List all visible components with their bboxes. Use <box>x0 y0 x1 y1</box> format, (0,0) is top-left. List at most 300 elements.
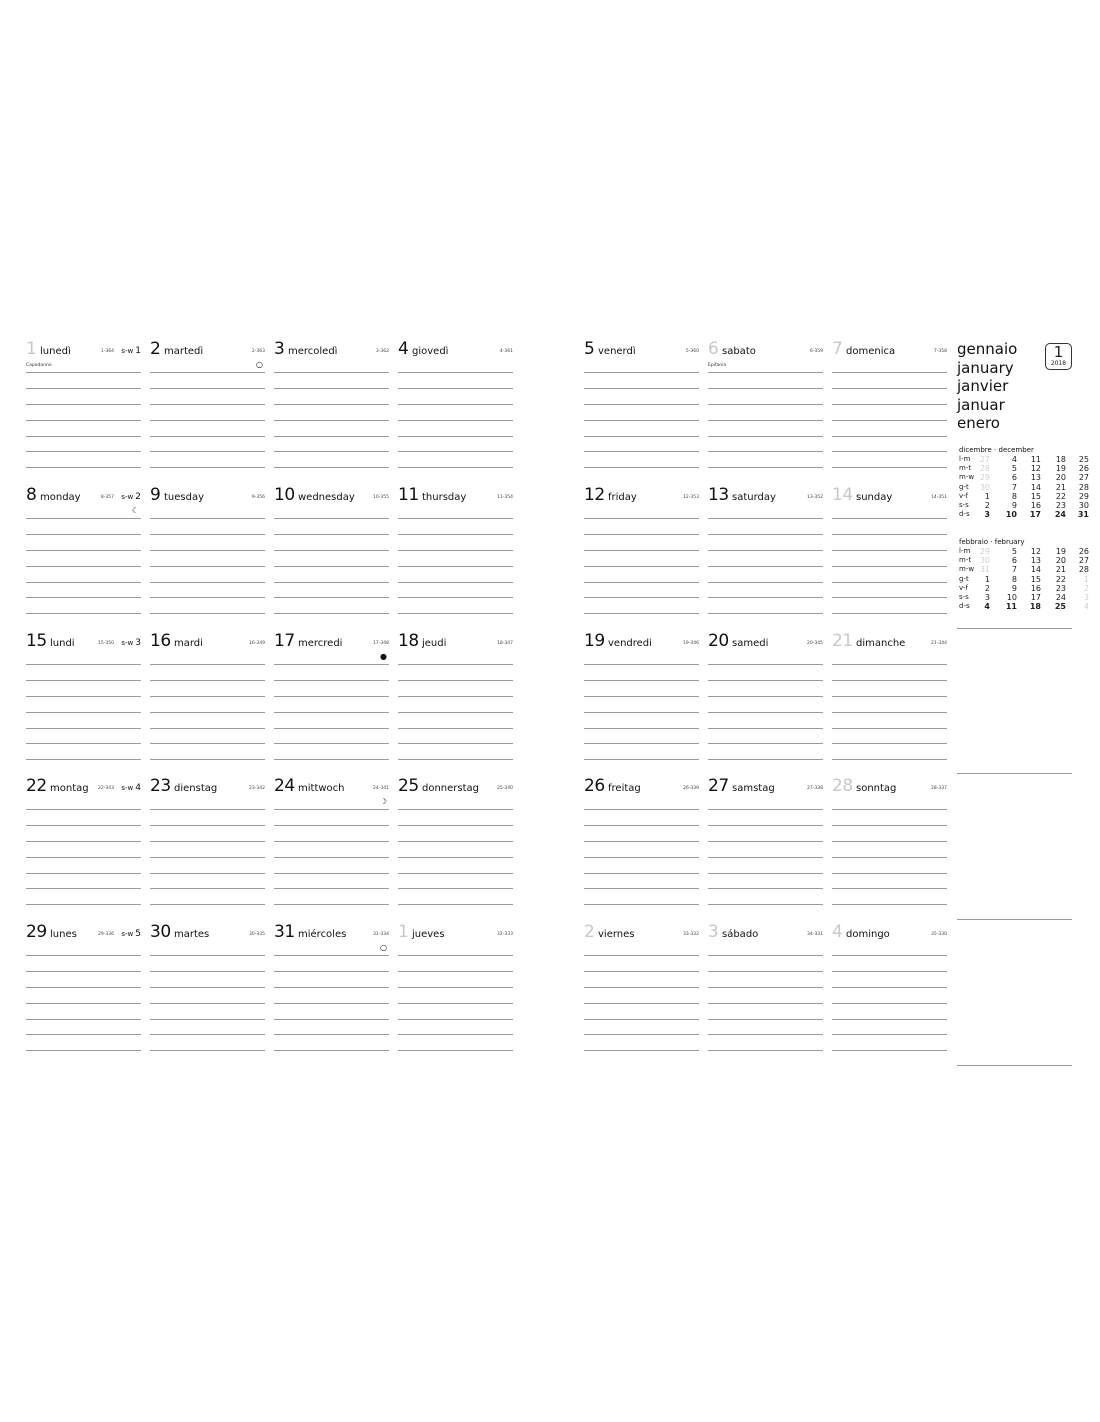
writing-line[interactable] <box>398 420 513 421</box>
writing-line[interactable] <box>274 759 389 760</box>
writing-line[interactable] <box>832 550 947 551</box>
day-cell[interactable] <box>26 341 141 471</box>
writing-line[interactable] <box>708 451 823 452</box>
day-cell[interactable] <box>398 487 513 617</box>
writing-line[interactable] <box>708 534 823 535</box>
writing-line[interactable] <box>708 696 823 697</box>
writing-line[interactable] <box>584 888 699 889</box>
mini-calendar-row <box>959 593 1089 602</box>
writing-line[interactable] <box>26 451 141 452</box>
writing-line[interactable] <box>708 904 823 905</box>
mini-calendar-date: 2 <box>984 501 990 510</box>
writing-line[interactable] <box>708 467 823 468</box>
writing-line[interactable] <box>398 728 513 729</box>
writing-line[interactable] <box>150 955 265 956</box>
writing-line[interactable] <box>274 873 389 874</box>
writing-line[interactable] <box>274 955 389 956</box>
writing-line[interactable] <box>832 664 947 665</box>
writing-line[interactable] <box>832 904 947 905</box>
writing-line[interactable] <box>274 728 389 729</box>
writing-line[interactable] <box>708 841 823 842</box>
day-cell[interactable] <box>584 633 699 763</box>
writing-line[interactable] <box>26 1003 141 1004</box>
writing-line[interactable] <box>398 613 513 614</box>
writing-line[interactable] <box>26 664 141 665</box>
writing-line[interactable] <box>584 680 699 681</box>
day-cell[interactable] <box>398 633 513 763</box>
writing-line[interactable] <box>584 566 699 567</box>
writing-line[interactable] <box>26 712 141 713</box>
day-cell[interactable] <box>150 341 265 471</box>
writing-line[interactable] <box>398 680 513 681</box>
writing-line[interactable] <box>584 451 699 452</box>
writing-line[interactable] <box>832 1050 947 1051</box>
writing-line[interactable] <box>26 1034 141 1035</box>
day-number: 4 <box>398 339 409 359</box>
writing-line[interactable] <box>584 955 699 956</box>
writing-line[interactable] <box>832 566 947 567</box>
writing-line[interactable] <box>26 1050 141 1051</box>
writing-line[interactable] <box>708 436 823 437</box>
writing-line[interactable] <box>832 857 947 858</box>
writing-line[interactable] <box>150 613 265 614</box>
day-cell[interactable] <box>708 924 823 1054</box>
writing-line[interactable] <box>26 987 141 988</box>
writing-line[interactable] <box>26 857 141 858</box>
writing-line[interactable] <box>584 582 699 583</box>
writing-line[interactable] <box>584 404 699 405</box>
writing-line[interactable] <box>274 436 389 437</box>
writing-line[interactable] <box>584 388 699 389</box>
writing-line[interactable] <box>150 809 265 810</box>
writing-line[interactable] <box>398 759 513 760</box>
day-cell[interactable] <box>584 341 699 471</box>
writing-line[interactable] <box>398 451 513 452</box>
day-cell[interactable] <box>708 341 823 471</box>
writing-line[interactable] <box>274 518 389 519</box>
writing-line[interactable] <box>26 873 141 874</box>
day-cell[interactable] <box>274 924 389 1054</box>
day-cell[interactable] <box>274 778 389 908</box>
writing-line[interactable] <box>150 420 265 421</box>
day-cell[interactable] <box>26 924 141 1054</box>
writing-line[interactable] <box>398 518 513 519</box>
day-cell[interactable] <box>832 487 947 617</box>
writing-line[interactable] <box>832 712 947 713</box>
writing-line[interactable] <box>150 728 265 729</box>
writing-line[interactable] <box>584 1003 699 1004</box>
writing-line[interactable] <box>832 680 947 681</box>
writing-line[interactable] <box>708 680 823 681</box>
writing-line[interactable] <box>832 873 947 874</box>
writing-line[interactable] <box>26 436 141 437</box>
writing-line[interactable] <box>708 372 823 373</box>
writing-line[interactable] <box>274 534 389 535</box>
writing-line[interactable] <box>150 825 265 826</box>
writing-line[interactable] <box>26 404 141 405</box>
writing-line[interactable] <box>708 566 823 567</box>
writing-line[interactable] <box>708 582 823 583</box>
writing-line[interactable] <box>150 888 265 889</box>
day-cell[interactable] <box>26 633 141 763</box>
writing-line[interactable] <box>584 597 699 598</box>
writing-line[interactable] <box>832 436 947 437</box>
writing-line[interactable] <box>26 388 141 389</box>
writing-line[interactable] <box>708 388 823 389</box>
writing-line[interactable] <box>398 534 513 535</box>
writing-line[interactable] <box>150 1019 265 1020</box>
day-cell[interactable] <box>584 924 699 1054</box>
writing-line[interactable] <box>274 597 389 598</box>
writing-line[interactable] <box>274 1034 389 1035</box>
writing-line[interactable] <box>398 888 513 889</box>
writing-line[interactable] <box>832 888 947 889</box>
writing-line[interactable] <box>274 467 389 468</box>
writing-line[interactable] <box>398 404 513 405</box>
writing-line[interactable] <box>708 1034 823 1035</box>
writing-line[interactable] <box>832 1034 947 1035</box>
writing-line[interactable] <box>26 904 141 905</box>
writing-line[interactable] <box>150 582 265 583</box>
writing-line[interactable] <box>584 1019 699 1020</box>
writing-line[interactable] <box>584 904 699 905</box>
writing-line[interactable] <box>708 759 823 760</box>
writing-line[interactable] <box>832 518 947 519</box>
writing-line[interactable] <box>150 712 265 713</box>
writing-line[interactable] <box>584 1050 699 1051</box>
writing-line[interactable] <box>584 825 699 826</box>
writing-line[interactable] <box>398 696 513 697</box>
writing-line[interactable] <box>708 987 823 988</box>
writing-line[interactable] <box>584 436 699 437</box>
writing-line[interactable] <box>708 518 823 519</box>
day-cell[interactable] <box>584 487 699 617</box>
writing-line[interactable] <box>708 955 823 956</box>
writing-line[interactable] <box>832 420 947 421</box>
writing-line[interactable] <box>832 955 947 956</box>
writing-line[interactable] <box>584 696 699 697</box>
day-cell[interactable] <box>274 487 389 617</box>
writing-line[interactable] <box>398 904 513 905</box>
writing-line[interactable] <box>584 759 699 760</box>
writing-line[interactable] <box>274 809 389 810</box>
writing-line[interactable] <box>832 582 947 583</box>
writing-line[interactable] <box>398 987 513 988</box>
writing-line[interactable] <box>832 534 947 535</box>
day-cell[interactable] <box>832 778 947 908</box>
day-name: samstag <box>732 783 775 794</box>
mini-calendar-date: 2 <box>1083 583 1089 593</box>
writing-line[interactable] <box>274 888 389 889</box>
day-cell[interactable] <box>398 341 513 471</box>
writing-line[interactable] <box>584 857 699 858</box>
day-cell[interactable] <box>26 487 141 617</box>
writing-line[interactable] <box>708 1050 823 1051</box>
writing-line[interactable] <box>274 841 389 842</box>
writing-line[interactable] <box>274 372 389 373</box>
writing-line[interactable] <box>398 372 513 373</box>
writing-line[interactable] <box>26 955 141 956</box>
mini-calendar-date: 16 <box>1030 501 1041 510</box>
writing-line[interactable] <box>708 873 823 874</box>
writing-line[interactable] <box>708 743 823 744</box>
day-cell[interactable] <box>398 778 513 908</box>
writing-line[interactable] <box>150 436 265 437</box>
writing-line[interactable] <box>150 550 265 551</box>
writing-line[interactable] <box>274 550 389 551</box>
writing-line[interactable] <box>398 825 513 826</box>
writing-line[interactable] <box>708 971 823 972</box>
day-cell[interactable] <box>274 633 389 763</box>
day-number: 21 <box>832 631 853 651</box>
writing-line[interactable] <box>150 743 265 744</box>
writing-line[interactable] <box>150 388 265 389</box>
day-cell[interactable] <box>708 778 823 908</box>
writing-line[interactable] <box>584 420 699 421</box>
day-cell[interactable] <box>832 341 947 471</box>
writing-line[interactable] <box>150 404 265 405</box>
writing-line[interactable] <box>398 971 513 972</box>
writing-line[interactable] <box>708 597 823 598</box>
writing-line[interactable] <box>274 404 389 405</box>
writing-line[interactable] <box>26 841 141 842</box>
day-cell[interactable] <box>150 487 265 617</box>
writing-line[interactable] <box>150 841 265 842</box>
writing-line[interactable] <box>274 743 389 744</box>
writing-line[interactable] <box>832 841 947 842</box>
writing-line[interactable] <box>398 436 513 437</box>
day-cell[interactable] <box>150 924 265 1054</box>
writing-line[interactable] <box>150 971 265 972</box>
writing-line[interactable] <box>274 613 389 614</box>
writing-line[interactable] <box>708 613 823 614</box>
writing-line[interactable] <box>398 743 513 744</box>
writing-line[interactable] <box>150 904 265 905</box>
writing-line[interactable] <box>398 388 513 389</box>
writing-line[interactable] <box>274 1003 389 1004</box>
writing-line[interactable] <box>584 712 699 713</box>
writing-line[interactable] <box>150 1003 265 1004</box>
writing-line[interactable] <box>398 597 513 598</box>
day-cell[interactable] <box>150 778 265 908</box>
day-cell[interactable] <box>398 924 513 1054</box>
writing-line[interactable] <box>584 518 699 519</box>
writing-line[interactable] <box>274 857 389 858</box>
writing-line[interactable] <box>274 1019 389 1020</box>
writing-line[interactable] <box>832 728 947 729</box>
writing-line[interactable] <box>584 1034 699 1035</box>
mini-calendar-date: 20 <box>1055 556 1066 566</box>
writing-line[interactable] <box>584 728 699 729</box>
writing-line[interactable] <box>150 467 265 468</box>
writing-line[interactable] <box>398 1003 513 1004</box>
writing-line[interactable] <box>398 857 513 858</box>
writing-line[interactable] <box>832 987 947 988</box>
writing-line[interactable] <box>274 825 389 826</box>
writing-line[interactable] <box>150 873 265 874</box>
week-number: s-w 3 <box>121 638 141 648</box>
writing-line[interactable] <box>584 467 699 468</box>
writing-line[interactable] <box>274 712 389 713</box>
day-cell[interactable] <box>584 778 699 908</box>
writing-line[interactable] <box>832 372 947 373</box>
writing-line[interactable] <box>26 696 141 697</box>
mini-calendar-date: 29 <box>979 473 990 483</box>
writing-line[interactable] <box>398 664 513 665</box>
writing-line[interactable] <box>274 664 389 665</box>
writing-line[interactable] <box>150 1034 265 1035</box>
writing-line[interactable] <box>398 1050 513 1051</box>
writing-line[interactable] <box>398 467 513 468</box>
writing-line[interactable] <box>708 888 823 889</box>
day-number: 3 <box>708 922 719 942</box>
writing-line[interactable] <box>26 825 141 826</box>
writing-line[interactable] <box>832 1019 947 1020</box>
writing-line[interactable] <box>708 712 823 713</box>
writing-line[interactable] <box>26 372 141 373</box>
writing-line[interactable] <box>584 372 699 373</box>
writing-line[interactable] <box>274 566 389 567</box>
writing-line[interactable] <box>832 451 947 452</box>
writing-line[interactable] <box>832 759 947 760</box>
writing-line[interactable] <box>150 372 265 373</box>
mini-calendar-date: 12 <box>1030 464 1041 474</box>
writing-line[interactable] <box>274 582 389 583</box>
writing-line[interactable] <box>274 696 389 697</box>
writing-line[interactable] <box>832 696 947 697</box>
writing-line[interactable] <box>832 597 947 598</box>
writing-line[interactable] <box>708 809 823 810</box>
day-name: saturday <box>732 492 776 503</box>
writing-line[interactable] <box>398 566 513 567</box>
writing-line[interactable] <box>274 971 389 972</box>
writing-line[interactable] <box>26 420 141 421</box>
writing-line[interactable] <box>832 809 947 810</box>
writing-line[interactable] <box>584 873 699 874</box>
writing-line[interactable] <box>832 971 947 972</box>
day-cell[interactable] <box>708 487 823 617</box>
writing-line[interactable] <box>398 1034 513 1035</box>
writing-line[interactable] <box>26 743 141 744</box>
writing-line[interactable] <box>26 728 141 729</box>
writing-line[interactable] <box>398 955 513 956</box>
writing-line[interactable] <box>150 566 265 567</box>
writing-line[interactable] <box>26 566 141 567</box>
writing-line[interactable] <box>150 987 265 988</box>
writing-line[interactable] <box>274 388 389 389</box>
writing-line[interactable] <box>708 857 823 858</box>
writing-line[interactable] <box>26 518 141 519</box>
writing-line[interactable] <box>584 743 699 744</box>
writing-line[interactable] <box>398 550 513 551</box>
mini-calendar-row <box>959 501 1089 510</box>
day-cell[interactable] <box>274 341 389 471</box>
writing-line[interactable] <box>832 467 947 468</box>
writing-line[interactable] <box>584 613 699 614</box>
writing-line[interactable] <box>26 971 141 972</box>
day-cell[interactable] <box>26 778 141 908</box>
writing-line[interactable] <box>274 904 389 905</box>
writing-line[interactable] <box>398 1019 513 1020</box>
writing-line[interactable] <box>832 743 947 744</box>
mini-calendar-title: dicembre · december <box>959 446 1034 454</box>
day-cell[interactable] <box>150 633 265 763</box>
writing-line[interactable] <box>832 613 947 614</box>
writing-line[interactable] <box>708 420 823 421</box>
writing-line[interactable] <box>398 582 513 583</box>
writing-line[interactable] <box>832 1003 947 1004</box>
day-cell[interactable] <box>708 633 823 763</box>
writing-line[interactable] <box>708 664 823 665</box>
writing-line[interactable] <box>26 613 141 614</box>
writing-line[interactable] <box>584 809 699 810</box>
writing-line[interactable] <box>274 420 389 421</box>
writing-line[interactable] <box>708 1019 823 1020</box>
writing-line[interactable] <box>708 1003 823 1004</box>
writing-line[interactable] <box>26 759 141 760</box>
writing-line[interactable] <box>150 1050 265 1051</box>
writing-line[interactable] <box>708 404 823 405</box>
mini-calendar-date: 4 <box>1011 455 1017 464</box>
writing-line[interactable] <box>274 451 389 452</box>
writing-line[interactable] <box>584 664 699 665</box>
writing-line[interactable] <box>708 728 823 729</box>
writing-line[interactable] <box>708 825 823 826</box>
writing-line[interactable] <box>26 888 141 889</box>
writing-line[interactable] <box>398 809 513 810</box>
writing-line[interactable] <box>150 518 265 519</box>
writing-line[interactable] <box>150 597 265 598</box>
mini-calendar-date: 18 <box>1055 455 1066 464</box>
day-cell[interactable] <box>832 924 947 1054</box>
writing-line[interactable] <box>26 550 141 551</box>
writing-line[interactable] <box>150 680 265 681</box>
writing-line[interactable] <box>832 388 947 389</box>
writing-line[interactable] <box>26 680 141 681</box>
writing-line[interactable] <box>150 857 265 858</box>
day-header <box>150 778 265 804</box>
writing-line[interactable] <box>832 404 947 405</box>
writing-line[interactable] <box>584 971 699 972</box>
writing-line[interactable] <box>150 664 265 665</box>
writing-line[interactable] <box>26 582 141 583</box>
writing-line[interactable] <box>274 987 389 988</box>
writing-line[interactable] <box>274 1050 389 1051</box>
writing-line[interactable] <box>26 1019 141 1020</box>
writing-line[interactable] <box>584 534 699 535</box>
writing-line[interactable] <box>26 467 141 468</box>
writing-line[interactable] <box>832 825 947 826</box>
mini-calendar-row <box>959 556 1089 566</box>
writing-line[interactable] <box>26 534 141 535</box>
writing-line[interactable] <box>584 987 699 988</box>
writing-line[interactable] <box>584 550 699 551</box>
writing-line[interactable] <box>398 873 513 874</box>
day-cell[interactable] <box>832 633 947 763</box>
writing-line[interactable] <box>150 451 265 452</box>
writing-line[interactable] <box>274 680 389 681</box>
writing-line[interactable] <box>708 550 823 551</box>
writing-line[interactable] <box>150 696 265 697</box>
writing-line[interactable] <box>150 534 265 535</box>
writing-line[interactable] <box>398 712 513 713</box>
day-header <box>832 924 947 950</box>
writing-line[interactable] <box>26 597 141 598</box>
writing-line[interactable] <box>150 759 265 760</box>
writing-line[interactable] <box>26 809 141 810</box>
writing-line[interactable] <box>398 841 513 842</box>
writing-line[interactable] <box>584 841 699 842</box>
